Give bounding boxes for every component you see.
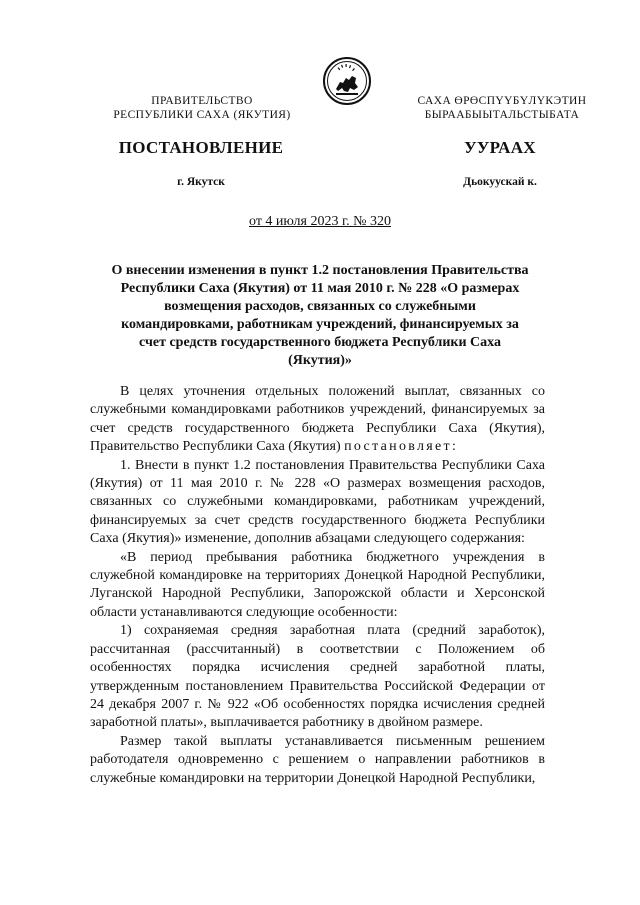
header-left-line2: РЕСПУБЛИКИ САХА (ЯКУТИЯ)	[113, 109, 291, 121]
document-type-russian: ПОСТАНОВЛЕНИЕ	[118, 138, 284, 157]
header-right-line1: САХА ӨРӨСПҮҮБҮЛҮКЭТИН	[417, 95, 587, 107]
paragraph-1-text: В целях уточнения отдельных положений выплат, связанных со служебными командировками работников учреждений, финансируемых за счет средств государственного бюджета Республики Саха (Якутия), Правительство Республики Саха (Якутия)	[90, 384, 545, 455]
header-left-line1: ПРАВИТЕЛЬСТВО	[151, 95, 253, 107]
document-type-yakut: УУРААХ	[464, 138, 536, 157]
city-yakut: Дьокуускай к.	[463, 176, 537, 188]
resolves-word: постановляет:	[344, 439, 459, 455]
city-russian: г. Якутск	[177, 176, 225, 188]
paragraph-5: Размер такой выплаты устанавливается письменным решением работодателя одновременно с решением о направлении работников в служебные командировки на территории Донецкой Народной Республики,	[90, 733, 545, 786]
header-right-line2: БЫРААБЫЫТАЛЬСТЫБАТА	[424, 109, 580, 121]
government-header-russian	[92, 94, 312, 122]
government-header-yakut	[392, 94, 612, 122]
paragraph-2: 1. Внести в пункт 1.2 постановления Правительства Республики Саха (Якутия) от 11 мая 2010 г. № 228 «О размерах возмещения расходов, связанных со служебными командировками, работникам учреждений, финансируемых за счет средств государственного бюджета Республики Саха (Якутия)» изменение, дополнив абзацами следующего содержания:	[90, 457, 545, 547]
document-body	[90, 383, 545, 788]
paragraph-1	[90, 383, 545, 457]
paragraph-4: 1) сохраняемая средняя заработная плата (средний заработок), рассчитанная (рассчитанный) в соответствии с Положением об особенностях порядка исчисления средней заработной платы, утвержденным постановлением Правительства Российской Федерации от 24 декабря 2007 г. № 922 «Об особенностях порядка исчисления средней заработной платы», выплачивается работнику в двойном размере.	[90, 623, 545, 731]
coat-of-arms-emblem	[322, 56, 372, 106]
document-subject: О внесении изменения в пункт 1.2 постановления Правительства Республики Саха (Якутия) от 11 мая 2010 г. № 228 «О размерах возмещения расходов, связанных со служебными командировками, работникам учреждений, финансируемых за счет средств государственного бюджета Республики Саха (Якутия)»	[111, 263, 529, 368]
date-and-number: от 4 июля 2023 г. № 320	[249, 214, 391, 229]
paragraph-3: «В период пребывания работника бюджетного учреждения в служебной командировке на территориях Донецкой Народной Республики, Луганской Народной Республики, Запорожской области и Херсонской области устанавливаются следующие особенности:	[90, 549, 545, 620]
